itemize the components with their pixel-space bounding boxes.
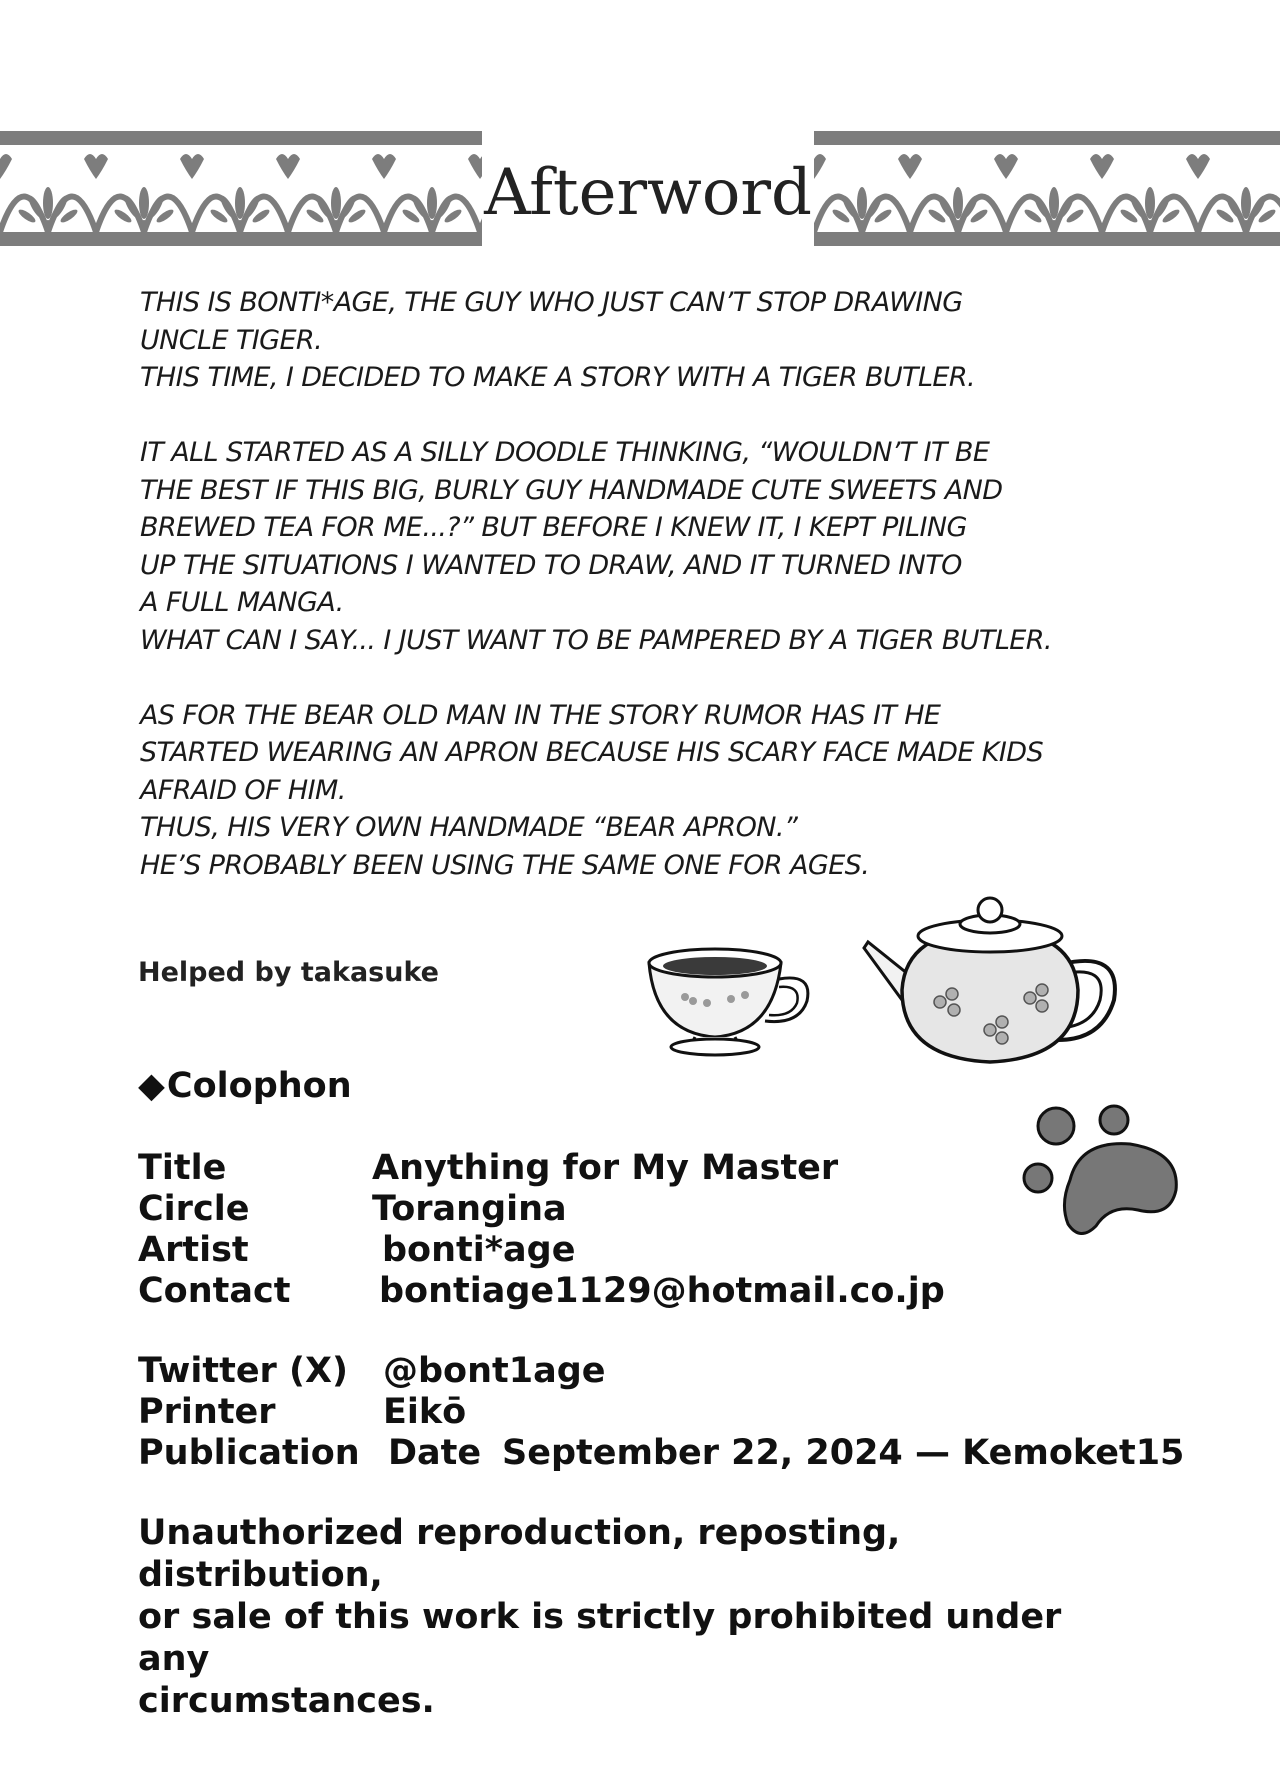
teacup-icon [645, 945, 815, 1057]
paw-print-icon [1020, 1100, 1180, 1245]
colophon-label-printer: Printer [138, 1392, 276, 1432]
colophon-value-twitter: @bont1age [383, 1351, 606, 1391]
page-title: Afterword [484, 156, 812, 230]
palmette-border-left [0, 131, 482, 246]
ornamental-banner-left [0, 131, 482, 246]
palmette-border-right [814, 131, 1280, 246]
helped-by-credit: Helped by takasuke [138, 957, 439, 988]
afterword-body [140, 284, 1150, 922]
afterword-paragraph-3: AS FOR THE BEAR OLD MAN IN THE STORY RUMOR HAS IT HE STARTED WEARING AN APRON BECAUSE HIS SCARY FACE MADE KIDS AFRAID OF HIM. THUS, HIS VERY OWN HANDMADE “BEAR APRON.” HE’S PROBABLY BEEN USING THE SAME ONE FOR AGES. [140, 699, 1043, 881]
colophon-label-contact: Contact [138, 1271, 291, 1311]
afterword-paragraph-1: THIS IS BONTI*AGE, THE GUY WHO JUST CAN’T STOP DRAWING UNCLE TIGER. THIS TIME, I DECIDED TO MAKE A STORY WITH A TIGER BUTLER. [140, 287, 975, 393]
diamond-icon: ◆ [138, 1066, 165, 1106]
colophon-value-title: Anything for My Master [372, 1148, 839, 1188]
colophon-label-date: Date [388, 1433, 482, 1473]
colophon-heading-text: Colophon [166, 1066, 352, 1106]
colophon-value-printer: Eikō [383, 1392, 467, 1432]
colophon-heading [138, 1066, 352, 1106]
colophon-label-artist: Artist [138, 1230, 249, 1270]
colophon-label-publication: Publication [138, 1433, 360, 1473]
ornamental-banner-right [814, 131, 1280, 246]
afterword-paragraph-2: IT ALL STARTED AS A SILLY DOODLE THINKING, “WOULDN’T IT BE THE BEST IF THIS BIG, BURLY GUY HANDMADE CUTE SWEETS AND BREWED TEA FOR ME...?” BUT BEFORE I KNEW IT, I KEPT PILING UP THE SITUATIONS I WANTED TO DRAW, AND IT TURNED INTO A FULL MANGA. WHAT CAN I SAY... I JUST WANT TO BE PAMPERED BY A TIGER BUTLER. [140, 437, 1052, 656]
colophon-value-circle: Torangina [372, 1189, 567, 1229]
colophon-label-title: Title [138, 1148, 227, 1188]
colophon-value-publication: September 22, 2024 — Kemoket15 [502, 1433, 1185, 1473]
copyright-notice: Unauthorized reproduction, reposting, distribution, or sale of this work is strictly prohibited under any circumstances. [138, 1513, 1062, 1721]
colophon-label-twitter: Twitter (X) [138, 1351, 348, 1391]
colophon-label-circle: Circle [138, 1189, 250, 1229]
colophon-value-contact: bontiage1129@hotmail.co.jp [379, 1271, 945, 1311]
colophon-value-artist: bonti*age [382, 1230, 576, 1270]
teapot-icon [862, 890, 1122, 1070]
